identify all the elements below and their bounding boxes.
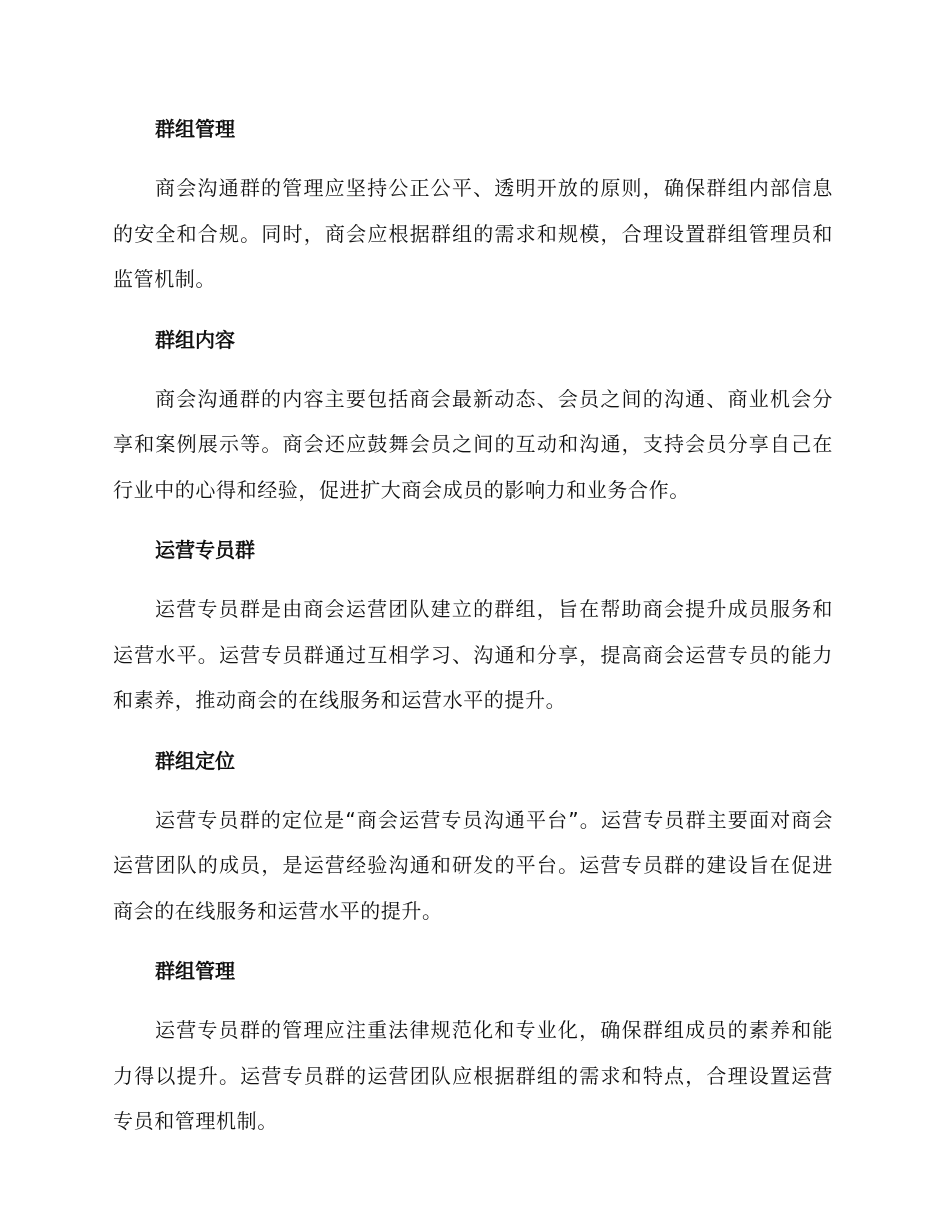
section-heading: 群组管理 <box>155 959 235 983</box>
section-heading: 群组管理 <box>155 117 235 141</box>
section-operations-group <box>113 527 833 724</box>
section-heading: 群组内容 <box>155 327 235 352</box>
section-group-management <box>113 106 833 303</box>
section-heading: 运营专员群 <box>155 538 255 562</box>
section-paragraph: 运营专员群是由商会运营团队建立的群组，旨在帮助商会提升成员服务和运营水平。运营专员群通过互相学习、沟通和分享，提高商会运营专员的能力和素养，推动商会的在线服务和运营水平的提升。 <box>113 597 833 712</box>
section-group-positioning <box>113 738 833 935</box>
section-heading: 群组定位 <box>155 748 235 773</box>
section-paragraph: 商会沟通群的内容主要包括商会最新动态、会员之间的沟通、商业机会分享和案例展示等。商会还应鼓舞会员之间的互动和沟通，支持会员分享自己在行业中的心得和经验，促进扩大商会成员的影响力和业务合作。 <box>113 386 833 502</box>
section-group-management-2 <box>113 948 833 1145</box>
section-group-content <box>113 317 833 514</box>
section-paragraph: 运营专员群的定位是“商会运营专员沟通平台”。运营专员群主要面对商会运营团队的成员，是运营经验沟通和研发的平台。运营专员群的建设旨在促进商会的在线服务和运营水平的提升。 <box>113 807 833 923</box>
section-paragraph: 运营专员群的管理应注重法律规范化和专业化，确保群组成员的素养和能力得以提升。运营专员群的运营团队应根据群组的需求和特点，合理设置运营专员和管理机制。 <box>113 1018 833 1133</box>
document-body <box>113 106 833 1159</box>
section-paragraph: 商会沟通群的管理应坚持公正公平、透明开放的原则，确保群组内部信息的安全和合规。同时，商会应根据群组的需求和规模，合理设置群组管理员和监管机制。 <box>113 176 833 291</box>
